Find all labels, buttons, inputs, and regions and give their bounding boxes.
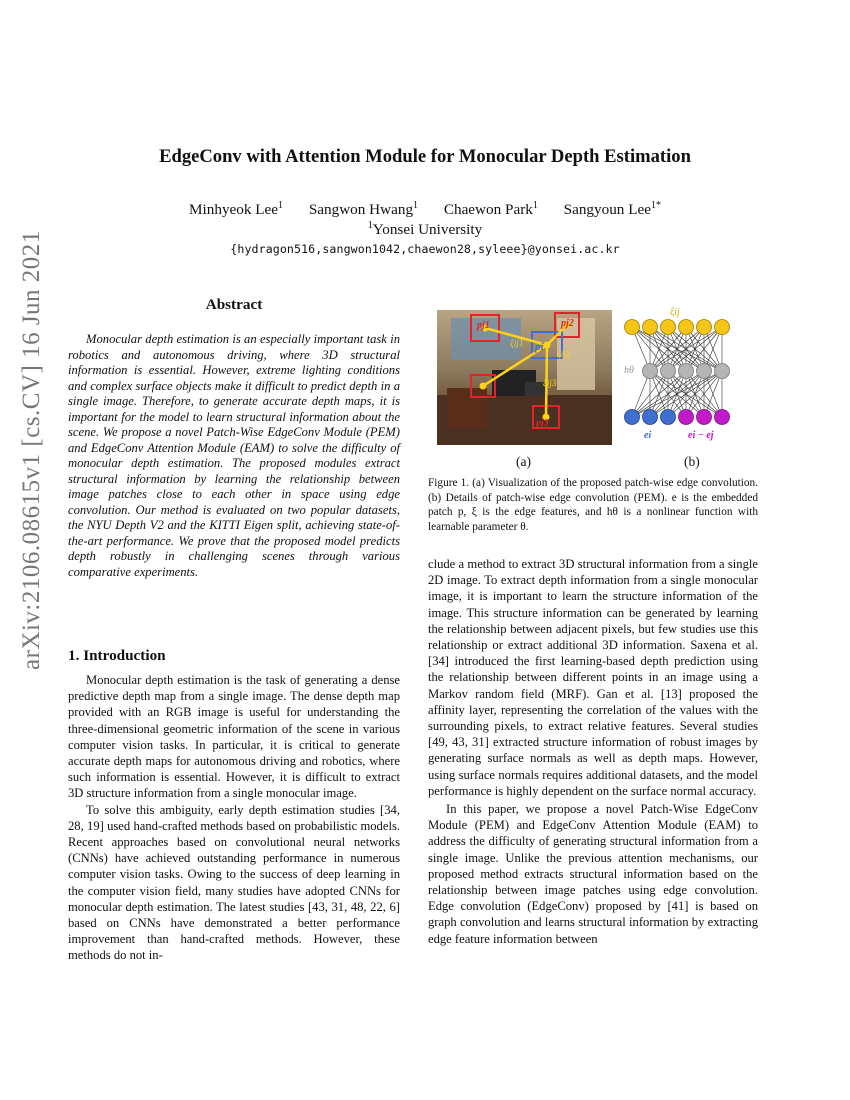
abstract-heading: Abstract: [205, 296, 263, 313]
scene-photo: [437, 310, 612, 445]
author-4: Sangyoun Lee$^{1*}$: [563, 200, 661, 219]
introduction-right-column: [428, 556, 758, 947]
introduction-left-column: [68, 672, 400, 964]
hidden-nodes: [643, 364, 730, 379]
label-xij3: ξij3: [543, 378, 557, 388]
author-list: [0, 200, 850, 219]
figure-1-caption: Figure 1. (a) Visualization of the proposed patch-wise edge convolution. (b) Details of patch-wise edge convolution (PEM). e is the embedded patch p, ξ is the edge features, and hθ is a nonlinear function with learnable parameter θ.: [428, 477, 758, 533]
label-xij1: ξij1: [510, 338, 524, 348]
arxiv-stamp: arXiv:2106.08615v1 [cs.CV] 16 Jun 2021: [18, 230, 45, 670]
label-pj2: pj2: [561, 318, 574, 329]
pem-network-svg: [624, 307, 756, 447]
paper-title: EdgeConv with Attention Module for Monocular Depth Estimation: [159, 146, 691, 167]
label-ei: ei: [644, 430, 652, 441]
intro-paragraph-1: Monocular depth estimation is the task of generating a dense predictive depth map from a single image. The dense depth map provided with an RGB image is useful for understanding the three-dimensional geometric information of the scene in various computer vision tasks. In particular, it is critical to generate accurate depth maps for autonomous driving and robotics, where such information is essential. However, it is difficult to extract 3D structure information from a single monocular image.: [68, 673, 400, 801]
subcaption-a: (a): [516, 454, 531, 469]
label-pj3: pj3: [536, 418, 549, 429]
abstract-text: Monocular depth estimation is an especially important task in robotics and autonomous driving, where 3D structural information is essential. However, extreme lighting conditions and complex surface objects make it difficult to predict depth in a single image. Therefore, to generate accurate depth maps, it is important for the model to learn structural information about the scene. We propose a novel Patch-Wise EdgeConv Module (PEM) and EdgeConv Attention Module (EAM) to solve the difficulty of monocular depth estimation. The proposed modules extract structural information by learning the relationship between image patches close to each other in space using edge convolution. Our method is evaluated on two popular datasets, the NYU Depth V2 and the KITTI Eigen split, achieving state-of-the-art performance. We prove that the proposed model predicts depth robustly in challenging scenes through various comparative experiments.: [68, 332, 400, 579]
intro-paragraph-2: To solve this ambiguity, early depth estimation studies [34, 28, 19] used hand-crafted methods based on probabilistic models. Recent approaches based on convolutional neural networks (CNNs) have achieved outstanding performance in numerous computer vision tasks. Owing to the success of deep learning in the computer vision field, many studies have adopted CNNs for monocular depth estimation. The latest studies [43, 31, 48, 22, 6] based on CNNs have demonstrated a better performance improvement than hand-crafted methods. However, these methods do not in-: [68, 802, 400, 963]
input-nodes-ei: [625, 410, 676, 425]
figure-1: [436, 307, 756, 472]
intro-continuation: clude a method to extract 3D structural information from a single 2D image. To extract depth information from a single monocular image, it is important to learn the structure information of the image. This structure information can be generated by learning the relationship between adjacent pixels, but few studies use this relationship or extract additional 3D information. Saxena et al. [34] introduced the first learning-based depth prediction using the relationship between different points in an image using a Markov random field (MRF). Gan et al. [13] proposed the affinity layer, representing the correlation of the values with the surrounding pixels, to extract relative features. Several studies [49, 43, 31] extracted structure information of robust images by generating surface normals as well as depth maps. However, using surface normals requires additional datasets, and the model performance is highly dependent on the surface normal accuracy.: [428, 557, 758, 798]
label-pi: pi: [535, 341, 544, 353]
subcaption-b: (b): [684, 454, 700, 469]
author-emails: {hydragon516,sangwon1042,chaewon28,syleee}@yonsei.ac.kr: [230, 242, 620, 256]
chair: [447, 388, 487, 428]
label-h-theta: hθ: [624, 365, 634, 376]
label-xi-top: ξij: [670, 307, 680, 318]
pem-diagram: [624, 307, 756, 447]
affiliation: $^1$Yonsei University: [367, 220, 483, 239]
author-2: Sangwon Hwang$^1$: [308, 200, 419, 219]
label-pj1: pj1: [477, 320, 490, 331]
patch-visualization: [437, 310, 612, 445]
section-heading-introduction: 1. Introduction: [68, 647, 166, 664]
label-xij2: ξij2: [557, 349, 571, 359]
intro-paragraph-3: In this paper, we propose a novel Patch-Wise EdgeConv Module (PEM) and EdgeConv Attention Module (EAM) to address the difficulty of generating structural information from a single image. Unlike the previous attention mechanisms, our proposed method extracts structural information based on the relationship between image patches using edge convolution. Edge convolution (EdgeConv) proposed by [41] is based on graph convolution and learns structural information by extracting edge feature information between: [428, 802, 758, 946]
label-ei-minus-ej: ei − ej: [688, 430, 714, 441]
author-3: Chaewon Park$^1$: [443, 200, 538, 219]
author-1: Minhyeok Lee$^1$: [189, 200, 284, 219]
input-nodes-diff: [679, 410, 730, 425]
